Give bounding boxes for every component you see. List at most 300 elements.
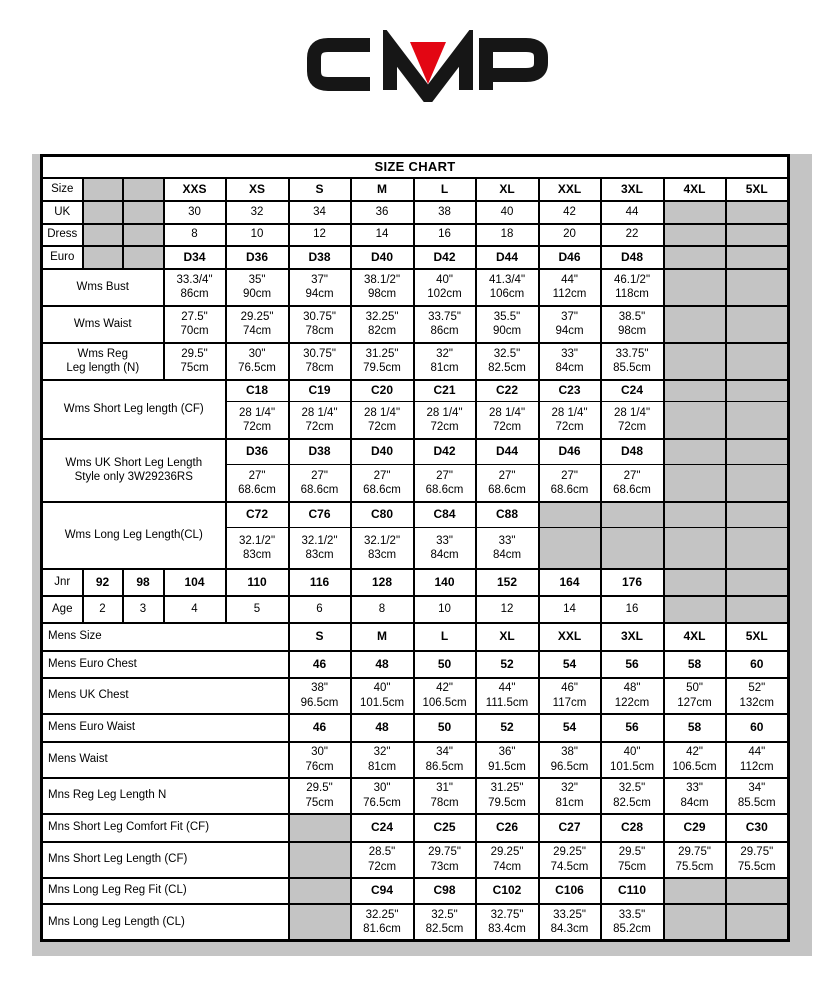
value-cell xyxy=(601,904,664,941)
value-cell xyxy=(226,465,289,502)
size-cell: C76 xyxy=(289,502,351,528)
cell-line: 106cm xyxy=(489,288,525,300)
size-cell: C28 xyxy=(601,814,664,842)
value-cell xyxy=(476,465,539,502)
cell-line: 84.3cm xyxy=(550,922,589,935)
cell-line: 33.3/4" xyxy=(176,273,213,286)
value-cell xyxy=(539,465,601,502)
cell-line: 68.6cm xyxy=(363,483,401,496)
cell-line: 81cm xyxy=(430,362,459,374)
cell-line: 78cm xyxy=(305,325,334,337)
row-label: Mns Long Leg Length (CL) xyxy=(42,904,289,941)
cell-line: 40" xyxy=(373,682,391,695)
cell-line: 46.1/2" xyxy=(613,273,651,286)
row-label: Wms Long Leg Length(CL) xyxy=(42,502,226,569)
row-label: Mens Euro Chest xyxy=(42,651,289,678)
value-cell: 8 xyxy=(164,224,226,246)
size-cell: C72 xyxy=(226,502,289,528)
cell-line: 75cm xyxy=(180,362,209,374)
size-cell: C26 xyxy=(476,814,539,842)
cell-line: 82.5cm xyxy=(613,796,651,809)
empty-cell xyxy=(664,402,726,439)
empty-cell xyxy=(664,201,726,224)
size-cell: 48 xyxy=(351,714,414,742)
cell-line: 74cm xyxy=(492,860,522,873)
cell-line: 35" xyxy=(248,273,266,286)
value-cell xyxy=(476,842,539,878)
cell-line: 29.25" xyxy=(490,846,524,859)
size-cell: 52 xyxy=(476,714,539,742)
empty-cell xyxy=(726,402,789,439)
cell-line: 101.5cm xyxy=(609,760,655,773)
cmp-logo xyxy=(298,30,560,102)
empty-cell xyxy=(726,343,789,380)
row-label: UK xyxy=(42,201,83,224)
value-cell xyxy=(289,269,351,306)
size-cell: 54 xyxy=(539,651,601,678)
empty-cell xyxy=(726,439,789,465)
value-cell xyxy=(476,528,539,569)
value-cell xyxy=(351,904,414,941)
empty-cell xyxy=(123,201,164,224)
cell-line: Wms UK Short Leg Length xyxy=(65,456,203,469)
cell-line: 32" xyxy=(561,782,578,795)
cell-line: 91.5cm xyxy=(488,760,526,773)
empty-cell xyxy=(539,502,601,528)
size-cell: D48 xyxy=(601,439,664,465)
empty-cell xyxy=(726,904,789,941)
cell-line: 83cm xyxy=(242,548,272,561)
size-cell: D42 xyxy=(414,246,476,269)
cell-line: 36" xyxy=(498,746,516,759)
cell-line: 29.5" xyxy=(306,782,333,795)
cell-line: 83cm xyxy=(305,548,334,561)
size-cell: L xyxy=(414,623,476,651)
empty-cell xyxy=(83,178,123,201)
size-cell: 4XL xyxy=(664,178,726,201)
table-row xyxy=(42,201,789,224)
cell-line: 68.6cm xyxy=(425,483,464,496)
cell-line: 27" xyxy=(436,469,453,482)
value-cell xyxy=(664,778,726,814)
size-cell: C94 xyxy=(351,878,414,904)
value-cell: 2 xyxy=(83,596,123,623)
size-cell: 92 xyxy=(83,569,123,596)
cell-line: 82.5cm xyxy=(488,362,526,374)
empty-cell xyxy=(726,201,789,224)
cell-line: 32.1/2" xyxy=(301,534,338,547)
table-row xyxy=(42,502,789,528)
size-cell: C19 xyxy=(289,380,351,402)
cell-line: 127cm xyxy=(677,696,712,709)
cell-line: Style only 3W29236RS xyxy=(74,471,193,483)
cell-line: 38.1/2" xyxy=(363,273,401,286)
value-cell: 34 xyxy=(289,201,351,224)
size-cell: C102 xyxy=(476,878,539,904)
value-cell xyxy=(476,306,539,343)
table-row xyxy=(42,904,789,941)
cell-line: 30" xyxy=(248,347,266,360)
empty-cell xyxy=(726,569,789,596)
cell-line: 33.75" xyxy=(615,347,649,360)
size-cell: C106 xyxy=(539,878,601,904)
value-cell: 14 xyxy=(351,224,414,246)
size-cell: C29 xyxy=(664,814,726,842)
value-cell: 38 xyxy=(414,201,476,224)
cell-line: 28 1/4" xyxy=(488,406,526,419)
value-cell: 4 xyxy=(164,596,226,623)
value-cell xyxy=(539,343,601,380)
value-cell xyxy=(226,269,289,306)
cell-line: 75.5cm xyxy=(675,860,714,873)
cell-line: 72cm xyxy=(430,420,459,433)
value-cell: 22 xyxy=(601,224,664,246)
cell-line: 29.5" xyxy=(181,347,208,360)
logo-letter-c xyxy=(314,45,370,84)
cell-line: 33" xyxy=(436,534,453,547)
table-row xyxy=(42,178,789,201)
cell-line: 29.75" xyxy=(428,846,461,859)
cell-line: 86cm xyxy=(430,325,459,337)
row-label: Jnr xyxy=(42,569,83,596)
cell-line: 84cm xyxy=(430,548,459,561)
cell-line: 112cm xyxy=(552,288,587,300)
cell-line: 42" xyxy=(686,746,703,759)
size-cell: 50 xyxy=(414,651,476,678)
cell-line: 81cm xyxy=(555,796,584,809)
table-row xyxy=(42,842,789,878)
empty-cell xyxy=(664,269,726,306)
value-cell xyxy=(289,343,351,380)
cell-line: 27" xyxy=(311,469,328,482)
size-cell: D46 xyxy=(539,439,601,465)
cell-line: 72cm xyxy=(242,420,272,433)
table-row xyxy=(42,439,789,465)
size-cell: XXL xyxy=(539,623,601,651)
cell-line: 38" xyxy=(561,746,578,759)
empty-cell xyxy=(83,201,123,224)
empty-cell xyxy=(664,224,726,246)
value-cell: 42 xyxy=(539,201,601,224)
value-cell xyxy=(664,742,726,778)
size-cell: S xyxy=(289,623,351,651)
cell-line: 84cm xyxy=(680,796,709,809)
size-cell: 58 xyxy=(664,714,726,742)
size-cell: M xyxy=(351,178,414,201)
value-cell xyxy=(414,904,476,941)
value-cell xyxy=(351,343,414,380)
value-cell xyxy=(289,678,351,714)
empty-cell xyxy=(289,904,351,941)
size-cell: 176 xyxy=(601,569,664,596)
row-label: Mns Short Leg Length (CF) xyxy=(42,842,289,878)
cell-line: 33" xyxy=(498,534,516,547)
value-cell: 30 xyxy=(164,201,226,224)
cell-line: Leg length (N) xyxy=(66,362,140,374)
empty-cell xyxy=(664,596,726,623)
value-cell xyxy=(539,742,601,778)
empty-cell xyxy=(664,528,726,569)
size-cell: 140 xyxy=(414,569,476,596)
empty-cell xyxy=(664,878,726,904)
row-label xyxy=(42,343,164,380)
cell-line: 98cm xyxy=(617,325,647,337)
value-cell xyxy=(476,742,539,778)
value-cell xyxy=(539,904,601,941)
cell-line: 85.5cm xyxy=(613,362,651,374)
cell-line: 38.5" xyxy=(618,310,646,323)
size-cell: 58 xyxy=(664,651,726,678)
cell-line: 29.5" xyxy=(618,846,646,859)
value-cell xyxy=(476,402,539,439)
cell-line: 41.3/4" xyxy=(488,273,526,286)
size-chart-table xyxy=(40,154,790,942)
cell-line: 40" xyxy=(623,746,641,759)
cell-line: 28 1/4" xyxy=(551,406,588,419)
cell-line: 27" xyxy=(373,469,391,482)
table-row xyxy=(42,246,789,269)
cell-line: 94cm xyxy=(305,288,334,300)
cell-line: 81cm xyxy=(367,760,397,773)
cell-line: 30" xyxy=(373,782,391,795)
size-cell: C24 xyxy=(351,814,414,842)
size-cell: D46 xyxy=(539,246,601,269)
empty-cell xyxy=(601,502,664,528)
value-cell xyxy=(351,778,414,814)
value-cell xyxy=(601,742,664,778)
cell-line: 68.6cm xyxy=(300,483,339,496)
cell-line: 28 1/4" xyxy=(613,406,651,419)
cell-line: 37" xyxy=(561,310,578,323)
value-cell xyxy=(351,465,414,502)
size-cell: D40 xyxy=(351,246,414,269)
value-cell: 3 xyxy=(123,596,164,623)
value-cell: 8 xyxy=(351,596,414,623)
cell-line: 75.5cm xyxy=(737,860,776,873)
cell-line: 31.25" xyxy=(490,782,524,795)
value-cell: 16 xyxy=(601,596,664,623)
size-cell: 98 xyxy=(123,569,164,596)
empty-cell xyxy=(664,343,726,380)
cell-line: 102cm xyxy=(427,288,462,300)
cell-line: 38" xyxy=(311,682,328,695)
value-cell xyxy=(164,306,226,343)
cell-line: 32.25" xyxy=(365,908,399,921)
cell-line: 28 1/4" xyxy=(238,406,276,419)
cell-line: 52" xyxy=(748,682,766,695)
empty-cell xyxy=(726,502,789,528)
size-cell: C23 xyxy=(539,380,601,402)
row-label: Size xyxy=(42,178,83,201)
empty-cell xyxy=(664,306,726,343)
cell-line: 74.5cm xyxy=(550,860,589,873)
row-label: Wms Waist xyxy=(42,306,164,343)
row-label: Dress xyxy=(42,224,83,246)
cell-line: 98cm xyxy=(367,288,397,300)
cell-line: 79.5cm xyxy=(488,796,526,809)
empty-cell xyxy=(726,528,789,569)
empty-cell xyxy=(83,246,123,269)
cell-line: 73cm xyxy=(430,860,459,873)
size-cell: C22 xyxy=(476,380,539,402)
cell-line: 27" xyxy=(623,469,641,482)
empty-cell xyxy=(289,878,351,904)
cell-line: 86.5cm xyxy=(425,760,464,773)
cell-line: 32" xyxy=(436,347,453,360)
cell-line: Wms Reg xyxy=(77,347,128,360)
cell-line: 96.5cm xyxy=(550,760,589,773)
table-row xyxy=(42,224,789,246)
value-cell xyxy=(601,465,664,502)
size-cell: L xyxy=(414,178,476,201)
cell-line: 74cm xyxy=(242,325,272,337)
value-cell xyxy=(539,778,601,814)
empty-cell xyxy=(664,502,726,528)
value-cell xyxy=(601,678,664,714)
value-cell: 10 xyxy=(414,596,476,623)
size-cell: S xyxy=(289,178,351,201)
cell-line: 83.4cm xyxy=(488,922,526,935)
size-cell: C98 xyxy=(414,878,476,904)
cell-line: 35.5" xyxy=(493,310,521,323)
size-cell: C88 xyxy=(476,502,539,528)
empty-cell xyxy=(664,246,726,269)
empty-cell xyxy=(726,380,789,402)
size-cell: D44 xyxy=(476,439,539,465)
size-cell: 56 xyxy=(601,714,664,742)
size-cell: 128 xyxy=(351,569,414,596)
table-row xyxy=(42,878,789,904)
size-cell: XS xyxy=(226,178,289,201)
cell-line: 40" xyxy=(436,273,453,286)
value-cell xyxy=(289,465,351,502)
cell-line: 81.6cm xyxy=(363,922,401,935)
cell-line: 86cm xyxy=(180,288,209,300)
row-label: Wms Short Leg length (CF) xyxy=(42,380,226,439)
cell-line: 28.5" xyxy=(368,846,396,859)
cell-line: 78cm xyxy=(430,796,459,809)
empty-cell xyxy=(123,246,164,269)
cell-line: 28 1/4" xyxy=(363,406,401,419)
value-cell xyxy=(726,678,789,714)
value-cell xyxy=(414,343,476,380)
value-cell xyxy=(601,343,664,380)
empty-cell xyxy=(123,224,164,246)
row-label: Mens UK Chest xyxy=(42,678,289,714)
cell-line: 44" xyxy=(561,273,578,286)
cell-line: 90cm xyxy=(492,325,522,337)
value-cell xyxy=(351,742,414,778)
cell-line: 50" xyxy=(686,682,703,695)
cell-line: 83cm xyxy=(367,548,397,561)
cell-line: 68.6cm xyxy=(613,483,651,496)
cell-line: 32.75" xyxy=(490,908,524,921)
empty-cell xyxy=(289,814,351,842)
value-cell xyxy=(226,306,289,343)
cell-line: 32.5" xyxy=(493,347,521,360)
empty-cell xyxy=(539,528,601,569)
cell-line: 72cm xyxy=(617,420,647,433)
row-label: Wms Bust xyxy=(42,269,164,306)
value-cell xyxy=(414,306,476,343)
value-cell xyxy=(664,842,726,878)
cell-line: 84cm xyxy=(492,548,522,561)
empty-cell xyxy=(726,269,789,306)
value-cell xyxy=(601,269,664,306)
value-cell xyxy=(289,528,351,569)
cell-line: 32.1/2" xyxy=(238,534,276,547)
row-label: Mns Long Leg Reg Fit (CL) xyxy=(42,878,289,904)
size-cell: C80 xyxy=(351,502,414,528)
cell-line: 101.5cm xyxy=(359,696,405,709)
value-cell xyxy=(414,528,476,569)
empty-cell xyxy=(289,842,351,878)
empty-cell xyxy=(664,380,726,402)
table-row xyxy=(42,269,789,306)
value-cell xyxy=(226,402,289,439)
size-cell: 48 xyxy=(351,651,414,678)
cell-line: 29.75" xyxy=(678,846,711,859)
logo-letter-p xyxy=(486,45,541,90)
cell-line: 28 1/4" xyxy=(426,406,463,419)
cell-line: 32.25" xyxy=(365,310,399,323)
cell-line: 79.5cm xyxy=(363,362,401,374)
cell-line: 94cm xyxy=(555,325,584,337)
empty-cell xyxy=(664,465,726,502)
value-cell xyxy=(726,778,789,814)
cell-line: 85.5cm xyxy=(737,796,776,809)
cell-line: 29.25" xyxy=(240,310,274,323)
size-cell: M xyxy=(351,623,414,651)
cell-line: 82cm xyxy=(367,325,397,337)
cell-line: 32.1/2" xyxy=(363,534,401,547)
cell-line: 76.5cm xyxy=(238,362,276,374)
value-cell xyxy=(601,778,664,814)
table-row xyxy=(42,569,789,596)
table-row xyxy=(42,623,789,651)
cell-line: 28 1/4" xyxy=(301,406,338,419)
value-cell xyxy=(414,269,476,306)
size-cell: 104 xyxy=(164,569,226,596)
value-cell xyxy=(539,306,601,343)
cell-line: 112cm xyxy=(739,760,774,773)
size-cell: 116 xyxy=(289,569,351,596)
cell-line: 68.6cm xyxy=(488,483,526,496)
cell-line: 111.5cm xyxy=(485,696,529,709)
size-cell: C27 xyxy=(539,814,601,842)
value-cell xyxy=(476,343,539,380)
value-cell: 18 xyxy=(476,224,539,246)
size-cell: XXS xyxy=(164,178,226,201)
size-cell: 50 xyxy=(414,714,476,742)
table-row xyxy=(42,343,789,380)
size-cell: D38 xyxy=(289,246,351,269)
value-cell xyxy=(601,842,664,878)
table-row xyxy=(42,156,789,178)
empty-cell xyxy=(726,596,789,623)
size-cell: 5XL xyxy=(726,623,789,651)
cell-line: 72cm xyxy=(555,420,584,433)
cell-line: 31.25" xyxy=(365,347,399,360)
value-cell xyxy=(414,678,476,714)
value-cell xyxy=(539,269,601,306)
cell-line: 46" xyxy=(561,682,578,695)
value-cell xyxy=(414,778,476,814)
table-row xyxy=(42,678,789,714)
size-cell: D38 xyxy=(289,439,351,465)
empty-cell xyxy=(664,439,726,465)
row-label: Age xyxy=(42,596,83,623)
